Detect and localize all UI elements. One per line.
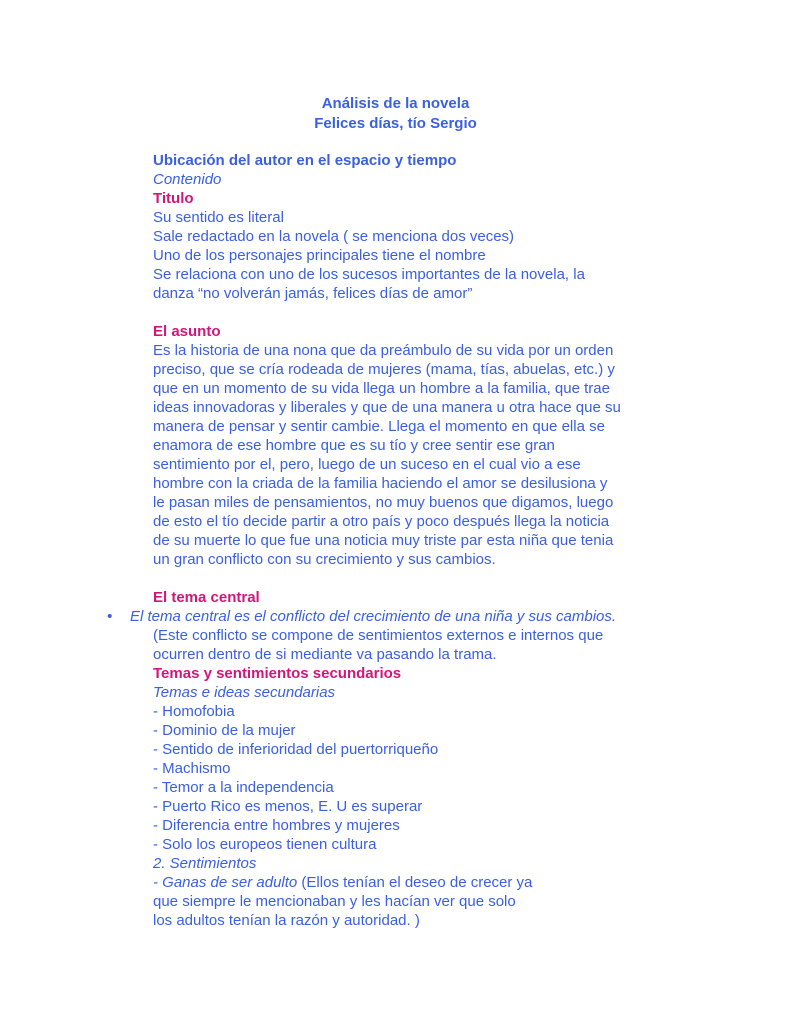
heading-ubicacion: Ubicación del autor en el espacio y tiempo	[153, 152, 457, 169]
list-item: - Dominio de la mujer	[153, 722, 296, 739]
asunto-line: manera de pensar y sentir cambie. Llega el momento en que ella se	[153, 418, 605, 435]
titulo-line: danza “no volverán jamás, felices días de amor”	[153, 285, 473, 302]
asunto-line: sentimiento por el, pero, luego de un suceso en el cual vio a ese	[153, 456, 581, 473]
asunto-line: Es la historia de una nona que da preámbulo de su vida por un orden	[153, 342, 614, 359]
title-line-2: Felices días, tío Sergio	[314, 115, 477, 132]
subheading-sentimientos: 2. Sentimientos	[153, 855, 257, 872]
asunto-line: preciso, que se cría rodeada de mujeres (mama, tías, abuelas, etc.) y	[153, 361, 615, 378]
subheading-temas-ideas: Temas e ideas secundarias	[153, 684, 336, 701]
titulo-line: Sale redactado en la novela ( se menciona dos veces)	[153, 228, 515, 245]
list-item: - Solo los europeos tienen cultura	[153, 836, 377, 853]
asunto-line: que en un momento de su vida llega un hombre a la familia, que trae	[153, 380, 610, 397]
asunto-line: ideas innovadoras y liberales y que de una manera u otra hace que su	[153, 399, 621, 416]
asunto-line: enamora de ese hombre que es su tío y cree sentir ese gran	[153, 437, 555, 454]
ganas-line: los adultos tenían la razón y autoridad. )	[153, 912, 420, 929]
list-item: - Sentido de inferioridad del puertorriqueño	[153, 741, 439, 758]
spacer	[153, 303, 753, 322]
list-item: - Machismo	[153, 760, 231, 777]
list-item: - Temor a la independencia	[153, 779, 334, 796]
titulo-line: Uno de los personajes principales tiene el nombre	[153, 247, 486, 264]
heading-temas-secundarios: Temas y sentimientos secundarios	[153, 665, 402, 682]
ganas-text: (Ellos tenían el deseo de crecer ya	[297, 874, 533, 891]
title-line-1: Análisis de la novela	[321, 95, 470, 112]
subheading-contenido: Contenido	[153, 171, 222, 188]
tema-line: ocurren dentro de si mediante va pasando la trama.	[153, 646, 497, 663]
heading-titulo: Titulo	[153, 190, 194, 207]
bullet-text: El tema central es el conflicto del crecimiento de una niña y sus cambios.	[130, 608, 617, 625]
titulo-line: Su sentido es literal	[153, 209, 284, 226]
asunto-line: hombre con la criada de la familia haciendo el amor se desilusiona y	[153, 475, 608, 492]
tema-line: (Este conflicto se compone de sentimientos externos e internos que	[153, 627, 604, 644]
bullet-item-tema-central	[107, 607, 753, 626]
list-item: - Homofobia	[153, 703, 235, 720]
ganas-line: que siempre le mencionaban y les hacían ver que solo	[153, 893, 516, 910]
asunto-line: un gran conflicto con su crecimiento y sus cambios.	[153, 551, 496, 568]
heading-asunto: El asunto	[153, 323, 221, 340]
titulo-line: Se relaciona con uno de los sucesos importantes de la novela, la	[153, 266, 585, 283]
document-body	[107, 151, 753, 930]
asunto-line: de esto el tío decide partir a otro país y poco después llega la noticia	[153, 513, 610, 530]
list-item-ganas	[153, 873, 753, 892]
ganas-label: - Ganas de ser adulto	[153, 874, 298, 891]
document-title	[0, 94, 791, 134]
list-item: - Puerto Rico es menos, E. U es superar	[153, 798, 423, 815]
asunto-line: de su muerte lo que fue una noticia muy triste par esta niña que tenia	[153, 532, 614, 549]
list-item: - Diferencia entre hombres y mujeres	[153, 817, 400, 834]
asunto-line: le pasan miles de pensamientos, no muy buenos que digamos, luego	[153, 494, 614, 511]
spacer	[153, 569, 753, 588]
bullet-icon: •	[107, 608, 113, 625]
heading-tema-central: El tema central	[153, 589, 260, 606]
